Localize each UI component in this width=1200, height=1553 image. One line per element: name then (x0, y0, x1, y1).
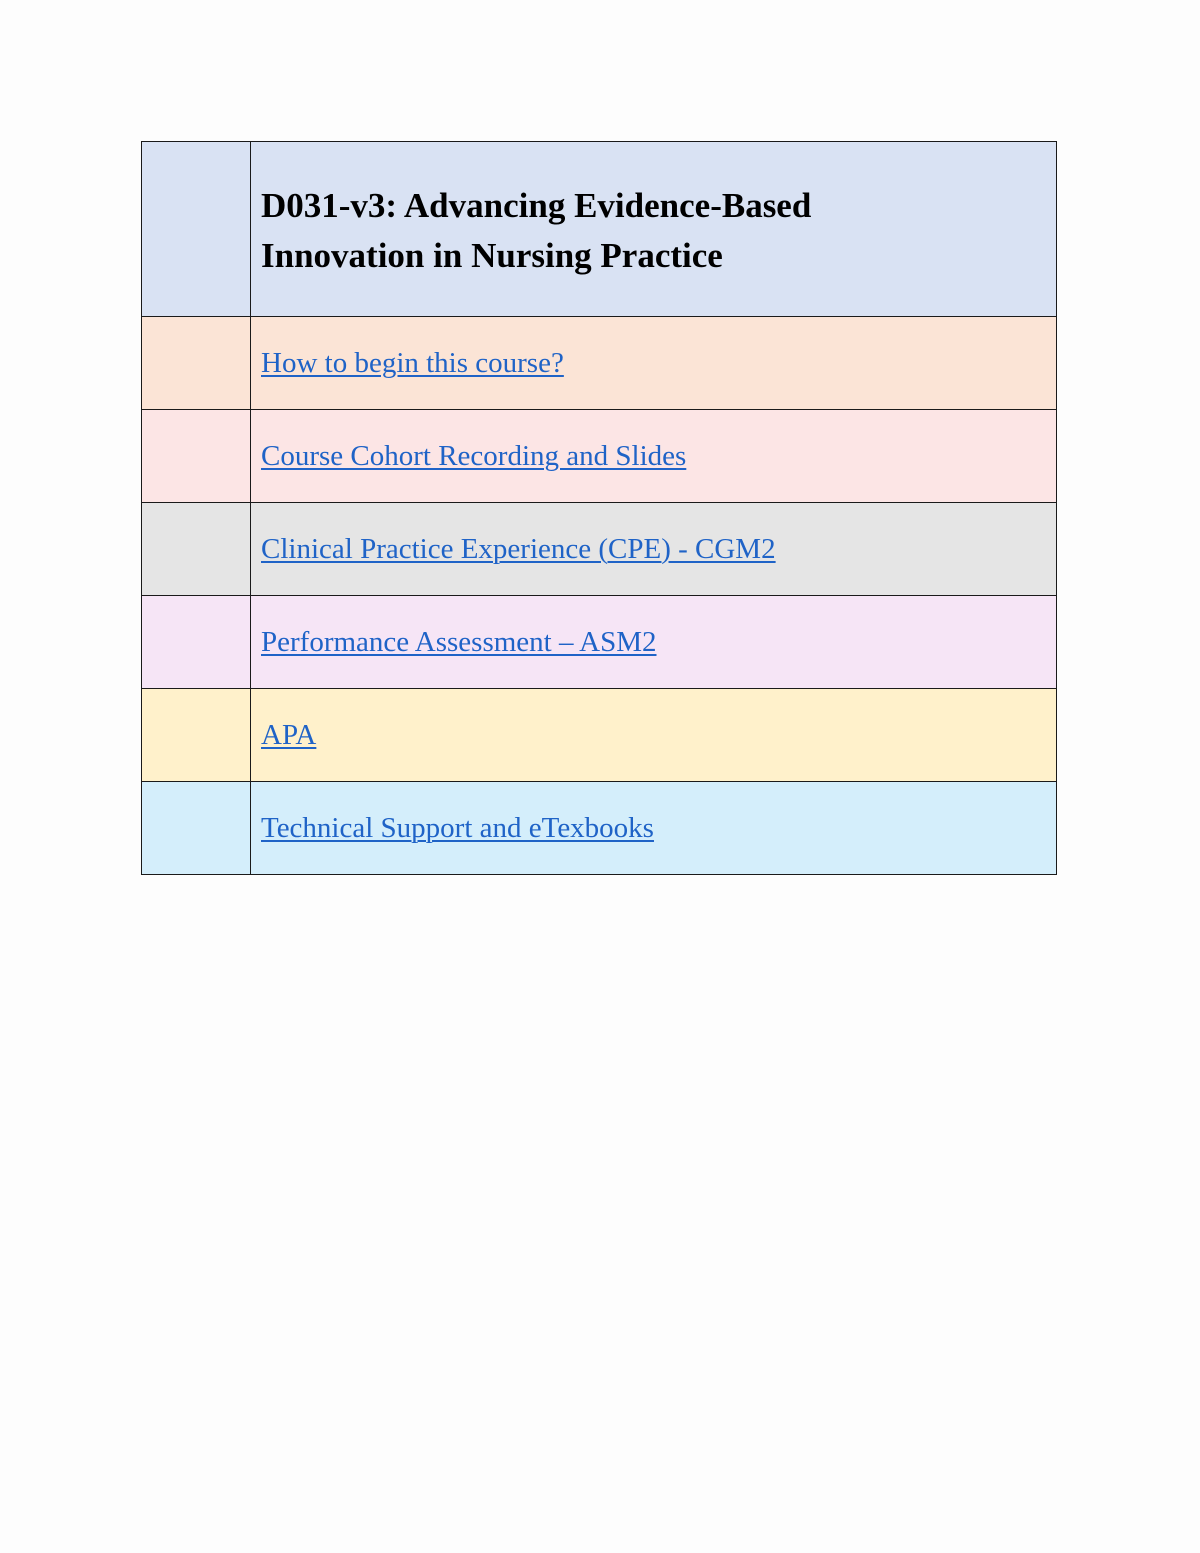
course-title-line1: D031-v3: Advancing Evidence-Based (261, 186, 812, 225)
table-row (142, 317, 1057, 410)
row-link-cell (251, 782, 1057, 875)
title-row (142, 142, 1057, 317)
row-link-cell (251, 596, 1057, 689)
course-title (261, 177, 1056, 281)
row-left-cell (142, 503, 251, 596)
clinical-practice-link[interactable]: Clinical Practice Experience (CPE) - CGM2 (261, 532, 776, 565)
table-row (142, 410, 1057, 503)
row-link-cell (251, 689, 1057, 782)
apa-link[interactable]: APA (261, 718, 317, 751)
course-index-table (141, 141, 1057, 875)
table-row (142, 503, 1057, 596)
performance-assessment-link[interactable]: Performance Assessment – ASM2 (261, 625, 657, 658)
row-link-cell (251, 410, 1057, 503)
row-left-cell (142, 596, 251, 689)
how-to-begin-link[interactable]: How to begin this course? (261, 346, 564, 379)
title-left-cell (142, 142, 251, 317)
row-link-cell (251, 503, 1057, 596)
cohort-recording-link[interactable]: Course Cohort Recording and Slides (261, 439, 687, 472)
table-row (142, 782, 1057, 875)
row-left-cell (142, 317, 251, 410)
table-row (142, 689, 1057, 782)
row-left-cell (142, 782, 251, 875)
row-left-cell (142, 689, 251, 782)
table-row (142, 596, 1057, 689)
course-title-line2: Innovation in Nursing Practice (261, 236, 723, 275)
technical-support-link[interactable]: Technical Support and eTexbooks (261, 811, 654, 844)
row-left-cell (142, 410, 251, 503)
title-cell (251, 142, 1057, 317)
row-link-cell (251, 317, 1057, 410)
